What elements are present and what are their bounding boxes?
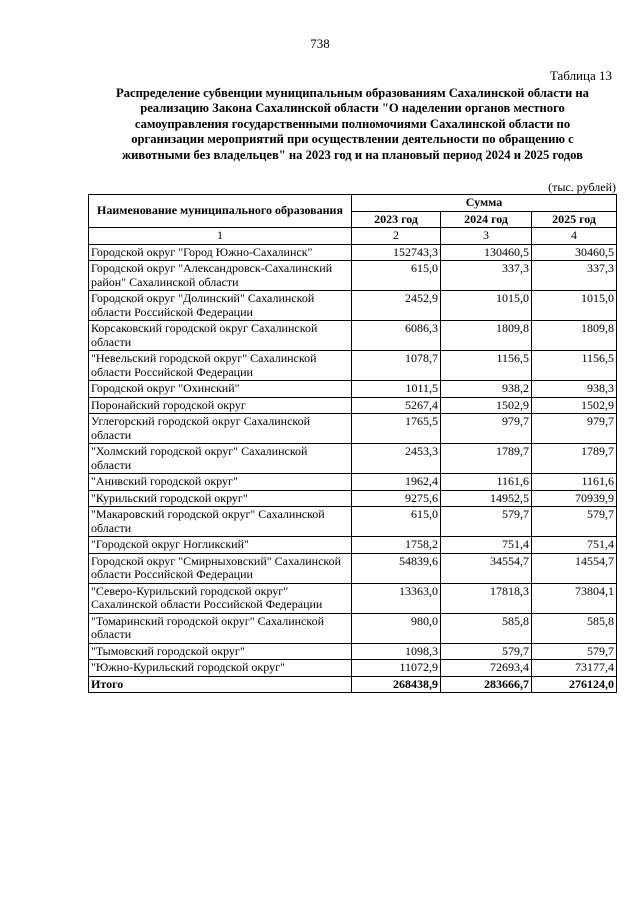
table-row (89, 351, 617, 381)
total-2025: 276124,0 (532, 676, 617, 693)
amount-2025: 938,3 (532, 381, 617, 398)
amount-2025: 73177,4 (532, 660, 617, 677)
table-row (89, 414, 617, 444)
amount-2025: 751,4 (532, 537, 617, 554)
header-year-2023: 2023 год (352, 211, 441, 228)
table-row (89, 244, 617, 261)
table-row (89, 397, 617, 414)
municipality-name: "Южно-Курильский городской округ" (89, 660, 352, 677)
amount-2023: 6086,3 (352, 321, 441, 351)
amount-2025: 1809,8 (532, 321, 617, 351)
municipality-name: Поронайский городской округ (89, 397, 352, 414)
amount-2025: 14554,7 (532, 553, 617, 583)
amount-2024: 130460,5 (441, 244, 532, 261)
table-row (89, 261, 617, 291)
amount-2023: 11072,9 (352, 660, 441, 677)
table-row (89, 537, 617, 554)
municipality-name: "Невельский городской округ" Сахалинской области Российской Федерации (89, 351, 352, 381)
amount-2024: 1789,7 (441, 444, 532, 474)
amount-2024: 579,7 (441, 507, 532, 537)
amount-2025: 73804,1 (532, 583, 617, 613)
amount-2023: 1011,5 (352, 381, 441, 398)
amount-2023: 9275,6 (352, 490, 441, 507)
amount-2023: 1078,7 (352, 351, 441, 381)
total-2024: 283666,7 (441, 676, 532, 693)
amount-2025: 337,3 (532, 261, 617, 291)
municipality-name: "Тымовский городской округ" (89, 643, 352, 660)
amount-2023: 1962,4 (352, 474, 441, 491)
amount-2025: 1015,0 (532, 291, 617, 321)
amount-2023: 980,0 (352, 613, 441, 643)
header-name: Наименование муниципального образования (89, 195, 352, 228)
amount-2023: 5267,4 (352, 397, 441, 414)
amount-2024: 72693,4 (441, 660, 532, 677)
page-number: 738 (310, 36, 330, 51)
amount-2025: 30460,5 (532, 244, 617, 261)
table-row (89, 660, 617, 677)
amount-2024: 579,7 (441, 643, 532, 660)
amount-2025: 585,8 (532, 613, 617, 643)
amount-2023: 2453,3 (352, 444, 441, 474)
amount-2023: 2452,9 (352, 291, 441, 321)
amount-2024: 337,3 (441, 261, 532, 291)
amount-2023: 1765,5 (352, 414, 441, 444)
amount-2025: 979,7 (532, 414, 617, 444)
units-label: (тыс. рублей) (548, 180, 616, 194)
table-row (89, 613, 617, 643)
header-year-2024: 2024 год (441, 211, 532, 228)
table-row (89, 474, 617, 491)
table-row (89, 507, 617, 537)
amount-2024: 1156,5 (441, 351, 532, 381)
amount-2023: 54839,6 (352, 553, 441, 583)
amount-2024: 34554,7 (441, 553, 532, 583)
amount-2024: 938,2 (441, 381, 532, 398)
municipality-name: Городской округ "Смирныховский" Сахалинской области Российской Федерации (89, 553, 352, 583)
municipality-name: Городской округ "Долинский" Сахалинской области Российской Федерации (89, 291, 352, 321)
column-index: 4 (532, 228, 617, 245)
amount-2023: 615,0 (352, 261, 441, 291)
table-body (89, 244, 617, 676)
amount-2024: 585,8 (441, 613, 532, 643)
amount-2025: 579,7 (532, 643, 617, 660)
municipality-name: "Макаровский городской округ" Сахалинской области (89, 507, 352, 537)
table-row (89, 444, 617, 474)
municipality-name: "Городской округ Ногликский" (89, 537, 352, 554)
amount-2024: 14952,5 (441, 490, 532, 507)
amount-2025: 70939,9 (532, 490, 617, 507)
header-year-2025: 2025 год (532, 211, 617, 228)
amount-2025: 579,7 (532, 507, 617, 537)
municipality-name: Городской округ "Охинский" (89, 381, 352, 398)
column-index: 3 (441, 228, 532, 245)
municipality-name: Углегорский городской округ Сахалинской области (89, 414, 352, 444)
amount-2023: 152743,3 (352, 244, 441, 261)
amount-2024: 979,7 (441, 414, 532, 444)
column-index: 1 (89, 228, 352, 245)
table-row (89, 490, 617, 507)
amount-2024: 1502,9 (441, 397, 532, 414)
amount-2024: 751,4 (441, 537, 532, 554)
amount-2025: 1789,7 (532, 444, 617, 474)
table-row (89, 643, 617, 660)
municipality-name: "Анивский городской округ" (89, 474, 352, 491)
total-row (89, 676, 617, 693)
municipality-name: Городской округ "Город Южно-Сахалинск" (89, 244, 352, 261)
amount-2024: 1809,8 (441, 321, 532, 351)
amount-2025: 1161,6 (532, 474, 617, 491)
table-row (89, 553, 617, 583)
municipality-name: "Северо-Курильский городской округ" Сахалинской области Российской Федерации (89, 583, 352, 613)
amount-2025: 1156,5 (532, 351, 617, 381)
table-row (89, 381, 617, 398)
header-sum: Сумма (352, 195, 617, 212)
table-label: Таблица 13 (549, 68, 612, 83)
amount-2024: 1015,0 (441, 291, 532, 321)
municipality-name: Городской округ "Александровск-Сахалинский район" Сахалинской области (89, 261, 352, 291)
subsidy-table (88, 194, 617, 693)
amount-2024: 17818,3 (441, 583, 532, 613)
municipality-name: "Холмский городской округ" Сахалинской области (89, 444, 352, 474)
table-row (89, 291, 617, 321)
amount-2023: 1098,3 (352, 643, 441, 660)
amount-2025: 1502,9 (532, 397, 617, 414)
total-label: Итого (89, 676, 352, 693)
column-index: 2 (352, 228, 441, 245)
amount-2024: 1161,6 (441, 474, 532, 491)
table-row (89, 583, 617, 613)
amount-2023: 1758,2 (352, 537, 441, 554)
municipality-name: "Курильский городской округ" (89, 490, 352, 507)
total-2023: 268438,9 (352, 676, 441, 693)
document-title: Распределение субвенции муниципальным образованиям Сахалинской области на реализацию Закона Сахалинской области "О наделении органов местного самоуправления государственными полномочиями Сахалинской области по организации мероприятий при осуществлении деятельности по обращению с животными без владельцев" на 2023 год и на плановый период 2024 и 2025 годов (116, 86, 589, 162)
municipality-name: Корсаковский городской округ Сахалинской области (89, 321, 352, 351)
amount-2023: 615,0 (352, 507, 441, 537)
municipality-name: "Томаринский городской округ" Сахалинской области (89, 613, 352, 643)
table-row (89, 321, 617, 351)
amount-2023: 13363,0 (352, 583, 441, 613)
